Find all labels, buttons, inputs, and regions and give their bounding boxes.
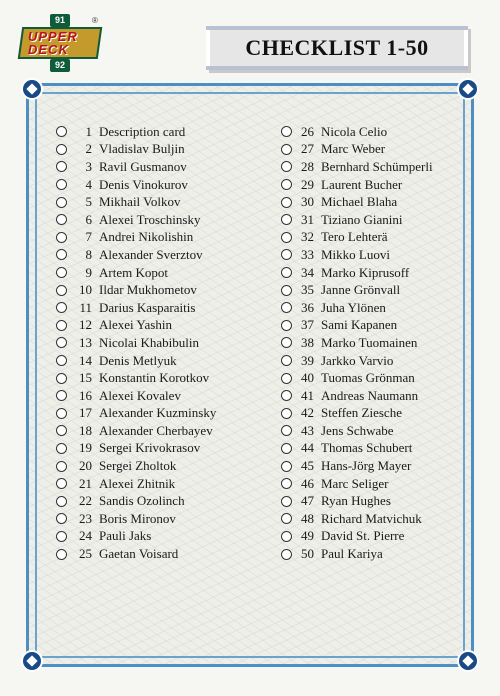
player-name: Hans-Jörg Mayer (321, 458, 412, 474)
checklist-item (56, 281, 266, 299)
player-name: Jens Schwabe (321, 422, 394, 438)
banner-edge-right (464, 30, 468, 66)
card-number: 50 (301, 546, 314, 562)
checklist-item (56, 229, 266, 247)
checkbox-circle-icon[interactable] (281, 355, 292, 366)
checklist-item (56, 141, 266, 159)
checkbox-circle-icon[interactable] (56, 425, 67, 436)
card-number: 49 (301, 528, 314, 544)
checkbox-circle-icon[interactable] (281, 249, 292, 260)
checklist-item (56, 264, 266, 282)
checklist-item (281, 510, 451, 528)
page-title: CHECKLIST 1-50 (245, 35, 429, 60)
card-number: 25 (79, 546, 92, 562)
checklist-item (56, 422, 266, 440)
card-number: 18 (79, 422, 92, 438)
corner-ornament-icon (21, 650, 43, 672)
checkbox-circle-icon[interactable] (281, 390, 292, 401)
card-number: 36 (301, 299, 314, 315)
checklist-column-left (56, 123, 266, 563)
player-name: Alexei Troschinsky (99, 211, 201, 227)
player-name: Sandis Ozolinch (99, 493, 185, 509)
card-number: 41 (301, 387, 314, 403)
banner-edge-left (206, 30, 210, 66)
checkbox-circle-icon[interactable] (56, 531, 67, 542)
card-number: 33 (301, 246, 314, 262)
checklist-item (56, 317, 266, 335)
card-number: 3 (85, 158, 92, 174)
card-number: 9 (85, 264, 92, 280)
checkbox-circle-icon[interactable] (56, 144, 67, 155)
checkbox-circle-icon[interactable] (281, 513, 292, 524)
player-name: Alexander Kuzminsky (99, 405, 217, 421)
checklist-item (56, 193, 266, 211)
card-number: 28 (301, 158, 314, 174)
player-name: Mikko Luovi (321, 246, 390, 262)
checkbox-circle-icon[interactable] (56, 549, 67, 560)
player-name: Michael Blaha (321, 194, 398, 210)
checkbox-circle-icon[interactable] (281, 443, 292, 454)
checkbox-circle-icon[interactable] (281, 320, 292, 331)
player-name: Andreas Naumann (321, 387, 419, 403)
card-number: 7 (85, 229, 92, 245)
checklist-item (56, 492, 266, 510)
player-name: Bernhard Schümperli (321, 158, 433, 174)
checklist-item (281, 440, 451, 458)
player-name: Ravil Gusmanov (99, 158, 187, 174)
checkbox-circle-icon[interactable] (281, 179, 292, 190)
checkbox-circle-icon[interactable] (281, 531, 292, 542)
card-number: 17 (79, 405, 92, 421)
checkbox-circle-icon[interactable] (281, 197, 292, 208)
player-name: Sami Kapanen (321, 317, 398, 333)
checklist-item (56, 352, 266, 370)
player-name: Jarkko Varvio (321, 352, 394, 368)
checkbox-circle-icon[interactable] (56, 355, 67, 366)
player-name: Nicola Celio (321, 123, 388, 139)
checkbox-circle-icon[interactable] (281, 408, 292, 419)
card-number: 19 (79, 440, 92, 456)
card-number: 30 (301, 194, 314, 210)
checklist-item (281, 492, 451, 510)
checklist-item (281, 193, 451, 211)
checkbox-circle-icon[interactable] (56, 126, 67, 137)
checkbox-circle-icon[interactable] (281, 549, 292, 560)
player-name: Alexander Cherbayev (99, 422, 213, 438)
card-number: 32 (301, 229, 314, 245)
player-name: Alexei Zhitnik (99, 475, 176, 491)
card-number: 26 (301, 123, 314, 139)
player-name: Alexander Sverztov (99, 246, 203, 262)
player-name: Denis Metlyuk (99, 352, 177, 368)
title-banner (206, 26, 468, 70)
card-number: 44 (301, 440, 314, 456)
card-number: 27 (301, 141, 314, 157)
checklist-item (56, 158, 266, 176)
player-name: Description card (99, 123, 186, 139)
checklist-item (281, 141, 451, 159)
checklist-item (281, 264, 451, 282)
checklist-item (56, 545, 266, 563)
checklist-item (56, 510, 266, 528)
checkbox-circle-icon[interactable] (281, 478, 292, 489)
player-name: Vladislav Buljin (99, 141, 185, 157)
checklist-item (281, 229, 451, 247)
card-number: 23 (79, 510, 92, 526)
checklist-item (281, 352, 451, 370)
player-name: Thomas Schubert (321, 440, 413, 456)
card-number: 39 (301, 352, 314, 368)
card-number: 16 (79, 387, 92, 403)
player-name: Juha Ylönen (321, 299, 386, 315)
checklist-item (56, 176, 266, 194)
checklist-item (281, 317, 451, 335)
checkbox-circle-icon[interactable] (281, 302, 292, 313)
player-name: Pauli Jaks (99, 528, 152, 544)
player-name: Laurent Bucher (321, 176, 403, 192)
player-name: Andrei Nikolishin (99, 229, 194, 245)
player-name: David St. Pierre (321, 528, 405, 544)
checkbox-circle-icon[interactable] (56, 461, 67, 472)
checkbox-circle-icon[interactable] (56, 197, 67, 208)
checkbox-circle-icon[interactable] (281, 373, 292, 384)
checkbox-circle-icon[interactable] (56, 285, 67, 296)
logo-word-upper: UPPER (28, 29, 78, 44)
checklist-item (281, 299, 451, 317)
card-number: 20 (79, 458, 92, 474)
checklist-item (56, 387, 266, 405)
player-name: Tero Lehterä (321, 229, 388, 245)
checkbox-circle-icon[interactable] (56, 478, 67, 489)
checklist-item (281, 281, 451, 299)
checkbox-circle-icon[interactable] (56, 390, 67, 401)
player-name: Ryan Hughes (321, 493, 391, 509)
player-name: Alexei Yashin (99, 317, 172, 333)
checkbox-circle-icon[interactable] (56, 232, 67, 243)
checkbox-circle-icon[interactable] (281, 126, 292, 137)
corner-ornament-icon (21, 78, 43, 100)
player-name: Konstantin Korotkov (99, 370, 210, 386)
card-number: 22 (79, 493, 92, 509)
checkbox-circle-icon[interactable] (56, 214, 67, 225)
player-name: Marc Weber (321, 141, 386, 157)
checkbox-circle-icon[interactable] (56, 161, 67, 172)
checkbox-circle-icon[interactable] (56, 179, 67, 190)
card-number: 38 (301, 334, 314, 350)
card-number: 13 (79, 334, 92, 350)
player-name: Tuomas Grönman (321, 370, 415, 386)
checkbox-circle-icon[interactable] (281, 425, 292, 436)
player-name: Nicolai Khabibulin (99, 334, 200, 350)
logo-year-top: 91 (50, 14, 70, 27)
player-name: Ildar Mukhometov (99, 282, 197, 298)
checkbox-circle-icon[interactable] (56, 443, 67, 454)
checklist-item (281, 123, 451, 141)
player-name: Mikhail Volkov (99, 194, 181, 210)
player-name: Sergei Krivokrasov (99, 440, 201, 456)
player-name: Gaetan Voisard (99, 546, 179, 562)
checklist-item (281, 158, 451, 176)
player-name: Richard Matvichuk (321, 510, 422, 526)
checkbox-circle-icon[interactable] (56, 249, 67, 260)
card-number: 8 (85, 246, 92, 262)
card-number: 37 (301, 317, 314, 333)
player-name: Denis Vinokurov (99, 176, 188, 192)
player-name: Marc Seliger (321, 475, 389, 491)
checklist-item (56, 440, 266, 458)
card-number: 11 (79, 299, 92, 315)
card-number: 47 (301, 493, 314, 509)
logo-word-deck: DECK (28, 42, 69, 57)
card-number: 42 (301, 405, 314, 421)
card-number: 4 (85, 176, 92, 192)
card-number: 43 (301, 422, 314, 438)
upper-deck-logo (20, 14, 100, 72)
checkbox-circle-icon[interactable] (281, 285, 292, 296)
player-name: Steffen Ziesche (321, 405, 402, 421)
card-number: 48 (301, 510, 314, 526)
card-number: 46 (301, 475, 314, 491)
checkbox-circle-icon[interactable] (56, 320, 67, 331)
player-name: Janne Grönvall (321, 282, 401, 298)
checklist-item (281, 545, 451, 563)
card-number: 15 (79, 370, 92, 386)
card-number: 1 (85, 123, 92, 139)
checkbox-circle-icon[interactable] (56, 513, 67, 524)
player-name: Sergei Zholtok (99, 458, 177, 474)
checklist-item (56, 475, 266, 493)
checkbox-circle-icon[interactable] (281, 267, 292, 278)
checklist-item (56, 369, 266, 387)
checklist-item (56, 211, 266, 229)
checkbox-circle-icon[interactable] (56, 408, 67, 419)
checkbox-circle-icon[interactable] (56, 267, 67, 278)
checkbox-circle-icon[interactable] (281, 144, 292, 155)
checklist-item (56, 123, 266, 141)
corner-ornament-icon (457, 78, 479, 100)
card-number: 10 (79, 282, 92, 298)
player-name: Marko Kiprusoff (321, 264, 410, 280)
card-number: 29 (301, 176, 314, 192)
checklist-item (281, 246, 451, 264)
corner-ornament-icon (457, 650, 479, 672)
player-name: Paul Kariya (321, 546, 383, 562)
checklist-item (281, 211, 451, 229)
card-number: 14 (79, 352, 92, 368)
checklist-column-right (281, 123, 451, 563)
card-number: 31 (301, 211, 314, 227)
card-number: 5 (85, 194, 92, 210)
player-name: Darius Kasparaitis (99, 299, 196, 315)
checklist-item (281, 387, 451, 405)
card-number: 12 (79, 317, 92, 333)
checklist-item (56, 457, 266, 475)
checklist-item (281, 405, 451, 423)
checklist-item (56, 528, 266, 546)
player-name: Artem Kopot (99, 264, 168, 280)
card-number: 40 (301, 370, 314, 386)
checklist-item (281, 334, 451, 352)
checkbox-circle-icon[interactable] (281, 461, 292, 472)
checkbox-circle-icon[interactable] (56, 337, 67, 348)
checklist-item (281, 422, 451, 440)
checkbox-circle-icon[interactable] (281, 161, 292, 172)
logo-year-bottom: 92 (50, 59, 70, 72)
checkbox-circle-icon[interactable] (56, 496, 67, 507)
checklist-item (281, 369, 451, 387)
checklist-item (56, 246, 266, 264)
card-number: 35 (301, 282, 314, 298)
card-number: 21 (79, 475, 92, 491)
checkbox-circle-icon[interactable] (56, 302, 67, 313)
checkbox-circle-icon[interactable] (281, 496, 292, 507)
player-name: Tiziano Gianini (321, 211, 403, 227)
player-name: Alexei Kovalev (99, 387, 181, 403)
checklist-item (56, 334, 266, 352)
checklist-item (281, 457, 451, 475)
checkbox-circle-icon[interactable] (281, 214, 292, 225)
checklist-item (281, 528, 451, 546)
card-number: 6 (85, 211, 92, 227)
checkbox-circle-icon[interactable] (281, 337, 292, 348)
checklist-item (56, 405, 266, 423)
player-name: Marko Tuomainen (321, 334, 418, 350)
card-number: 45 (301, 458, 314, 474)
registered-mark: ® (92, 16, 98, 25)
checklist-item (281, 176, 451, 194)
checklist-item (281, 475, 451, 493)
checklist-item (56, 299, 266, 317)
card-number: 2 (85, 141, 92, 157)
checkbox-circle-icon[interactable] (56, 373, 67, 384)
card-number: 24 (79, 528, 92, 544)
card-number: 34 (301, 264, 314, 280)
checkbox-circle-icon[interactable] (281, 232, 292, 243)
player-name: Boris Mironov (99, 510, 176, 526)
